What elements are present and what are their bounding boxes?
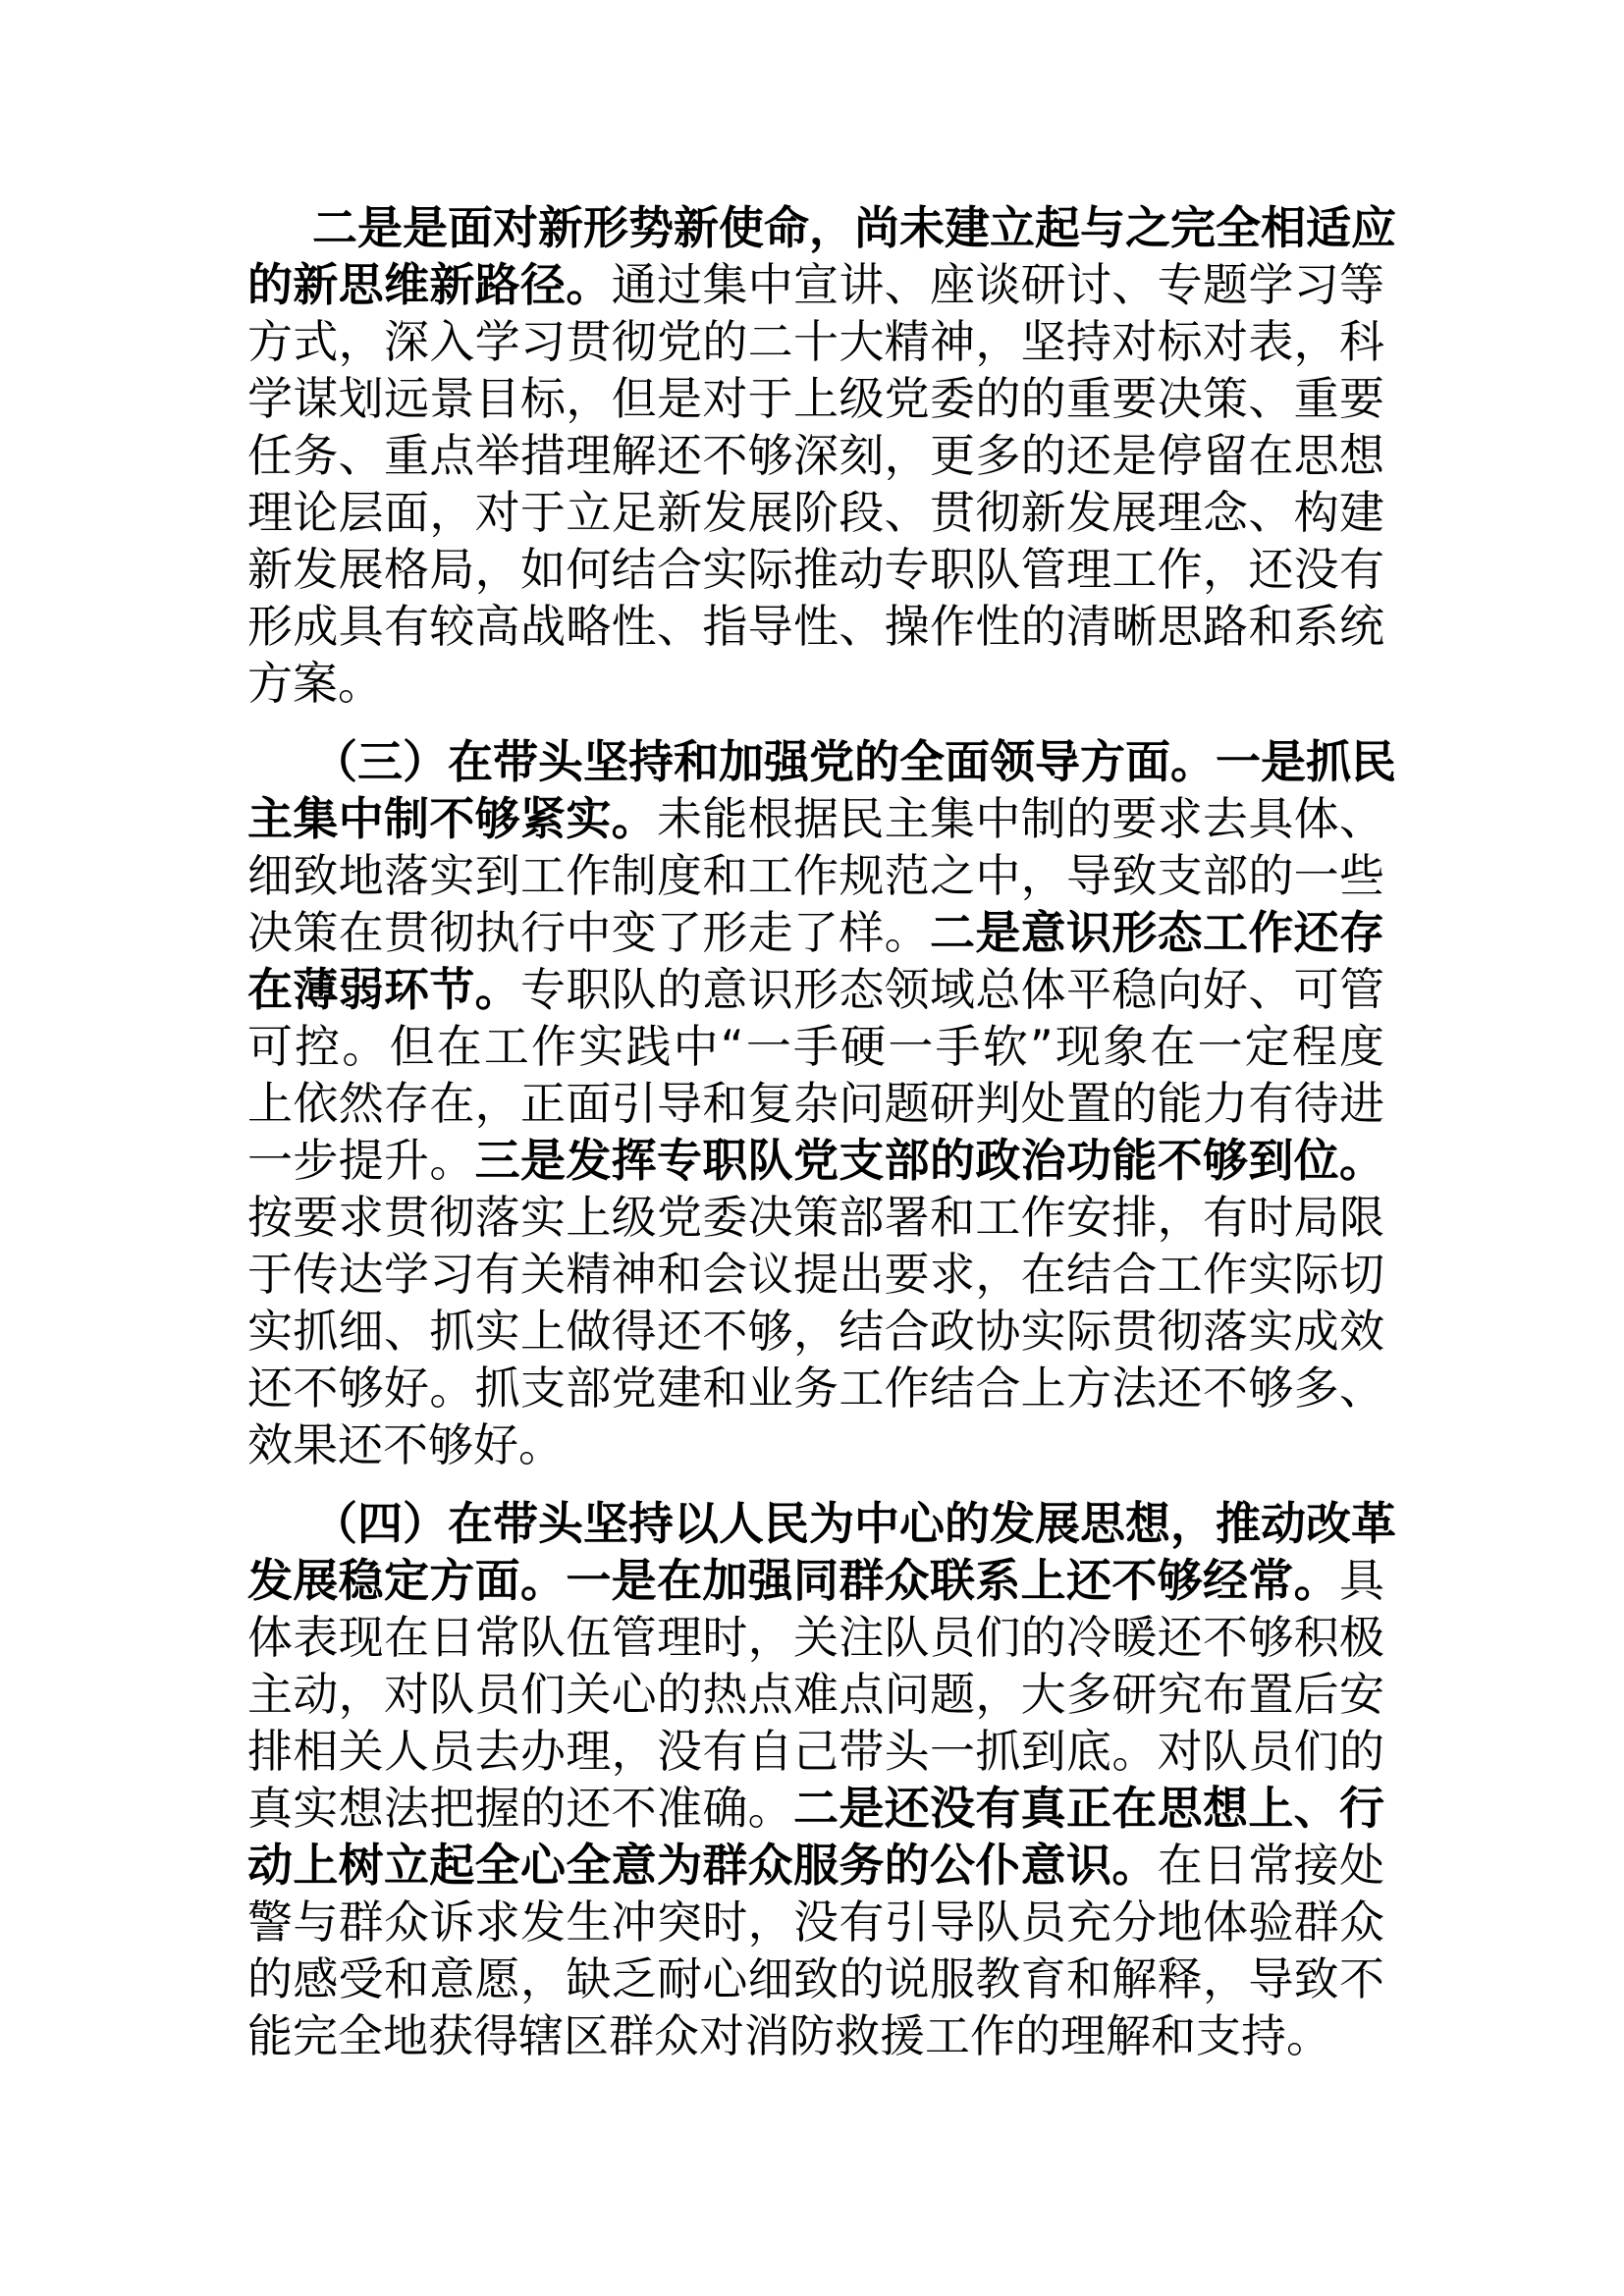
- body-text: 上依然存在，正面引导和复杂问题研判处置的能力有待进: [247, 1077, 1384, 1130]
- bold-text: 的新思维新路径。: [247, 258, 612, 311]
- body-text: 于传达学习有关精神和会议提出要求，在结合工作实际切: [247, 1248, 1384, 1301]
- text-line: [247, 2007, 1384, 2064]
- text-line: [247, 1075, 1384, 1132]
- text-line: [247, 733, 1396, 790]
- bold-text: 发展稳定方面。一是在加强同群众联系上还不够经常。: [247, 1554, 1339, 1607]
- text-line: [247, 1552, 1384, 1609]
- text-line: [247, 256, 1384, 313]
- body-text: 专职队的意识形态领域总体平稳向好、可管: [520, 963, 1384, 1016]
- text-line: [247, 847, 1384, 904]
- body-text: 理论层面，对于立足新发展阶段、贯彻新发展理念、构建: [247, 486, 1384, 539]
- text-line: [247, 1780, 1384, 1837]
- text-line: [247, 1950, 1384, 2007]
- text-line: [247, 1666, 1384, 1723]
- body-text: 方案。: [247, 657, 383, 710]
- text-line: [247, 1495, 1396, 1552]
- bold-text: （四）在带头坚持以人民为中心的发展思想，推动改革: [312, 1497, 1396, 1550]
- body-text: 真实想法把握的还不准确。: [247, 1782, 793, 1835]
- bold-text: 在薄弱环节。: [247, 963, 520, 1016]
- body-text: 体表现在日常队伍管理时，关注队员们的冷暖还不够积极: [247, 1611, 1384, 1664]
- bold-text: 二是是面对新形势新使命，尚未建立起与之完全相适应: [312, 201, 1396, 254]
- text-line: [247, 370, 1384, 427]
- bold-text: 主集中制不够紧实。: [247, 792, 657, 845]
- body-text: 决策在贯彻执行中变了形走了样。: [247, 906, 930, 959]
- bold-text: 二是还没有真正在思想上、行: [793, 1782, 1385, 1835]
- bold-text: 三是发挥专职队党支部的政治功能不够到位。: [474, 1134, 1385, 1187]
- text-line: [247, 427, 1384, 484]
- body-text: 任务、重点举措理解还不够深刻，更多的还是停留在思想: [247, 429, 1384, 482]
- text-line: [247, 904, 1384, 961]
- body-text: 形成具有较高战略性、指导性、操作性的清晰思路和系统: [247, 600, 1384, 653]
- body-text: 未能根据民主集中制的要求去具体、: [657, 792, 1385, 845]
- text-line: [247, 598, 1384, 655]
- body-text: 按要求贯彻落实上级党委决策部署和工作安排，有时局限: [247, 1191, 1384, 1244]
- body-text: 效果还不够好。: [247, 1418, 564, 1471]
- text-line: [247, 313, 1384, 370]
- text-line: [247, 1189, 1384, 1246]
- body-text: 的感受和意愿，缺乏耐心细致的说服教育和解释，导致不: [247, 1952, 1384, 2005]
- text-line: [247, 1723, 1384, 1780]
- body-text: 通过集中宣讲、座谈研讨、专题学习等: [611, 258, 1385, 311]
- body-text: 一步提升。: [247, 1134, 475, 1187]
- text-line: [247, 1609, 1384, 1666]
- body-text: 细致地落实到工作制度和工作规范之中，导致支部的一些: [247, 849, 1384, 902]
- text-line: [247, 1894, 1384, 1950]
- document-body: [247, 199, 1396, 2064]
- bold-text: （三）在带头坚持和加强党的全面领导方面。一是抓民: [312, 735, 1396, 788]
- text-line: [247, 1246, 1384, 1303]
- body-text: 实抓细、抓实上做得还不够，结合政协实际贯彻落实成效: [247, 1305, 1384, 1358]
- body-text: 学谋划远景目标，但是对于上级党委的的重要决策、重要: [247, 372, 1384, 425]
- text-line: [247, 199, 1396, 256]
- bold-text: 动上树立起全心全意为群众服务的公仆意识。: [247, 1839, 1158, 1892]
- body-text: 可控。但在工作实践中“一手硬一手软”现象在一定程度: [247, 1020, 1384, 1073]
- bold-text: 二是意识形态工作还存: [930, 906, 1385, 959]
- body-text: 具: [1339, 1554, 1384, 1607]
- text-line: [247, 790, 1384, 847]
- text-line: [247, 541, 1384, 598]
- body-text: 排相关人员去办理，没有自己带头一抓到底。对队员们的: [247, 1725, 1384, 1778]
- text-line: [247, 1132, 1384, 1189]
- body-text: 主动，对队员们关心的热点难点问题，大多研究布置后安: [247, 1668, 1384, 1721]
- body-text: 新发展格局，如何结合实际推动专职队管理工作，还没有: [247, 543, 1384, 596]
- paragraph: [247, 1495, 1396, 2064]
- body-text: 还不够好。抓支部党建和业务工作结合上方法还不够多、: [247, 1362, 1384, 1415]
- body-text: 在日常接处: [1157, 1839, 1385, 1892]
- text-line: [247, 484, 1384, 541]
- text-line: [247, 1360, 1384, 1416]
- paragraph: [247, 733, 1396, 1473]
- text-line: [247, 1416, 1384, 1473]
- body-text: 能完全地获得辖区群众对消防救援工作的理解和支持。: [247, 2009, 1331, 2062]
- paragraph: [247, 199, 1396, 712]
- text-line: [247, 961, 1384, 1018]
- body-text: 警与群众诉求发生冲突时，没有引导队员充分地体验群众: [247, 1896, 1384, 1949]
- text-line: [247, 1018, 1384, 1075]
- text-line: [247, 1303, 1384, 1360]
- body-text: 方式，深入学习贯彻党的二十大精神，坚持对标对表，科: [247, 315, 1384, 368]
- text-line: [247, 655, 1384, 712]
- text-line: [247, 1837, 1384, 1894]
